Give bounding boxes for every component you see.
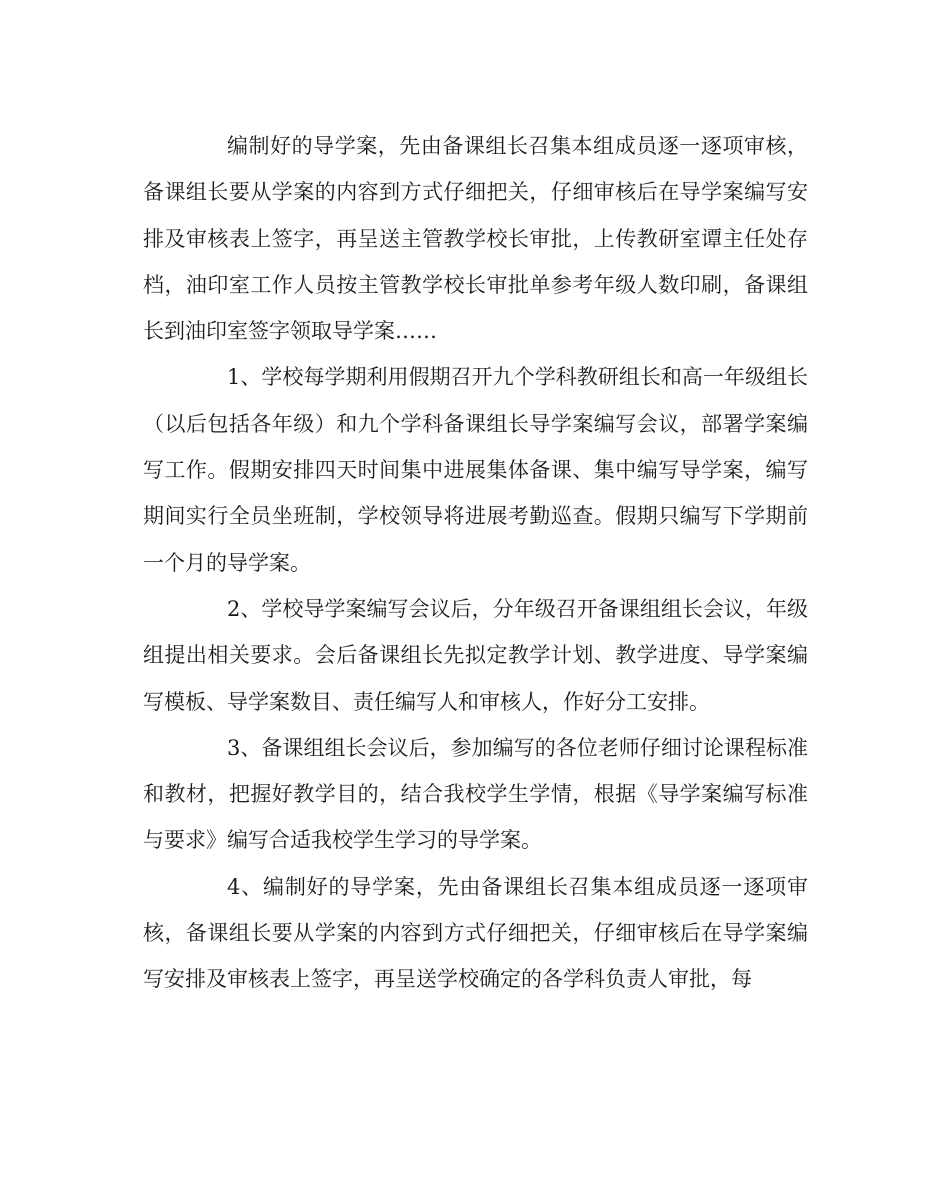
paragraph-item-3: 3、备课组组长会议后，参加编写的各位老师仔细讨论课程标准和教材，把握好教学目的，结合我校学生学情，根据《导学案编写标准与要求》编写合适我校学生学习的导学案。 <box>143 735 808 853</box>
document-body <box>143 123 808 1003</box>
paragraph-item-1: 1、学校每学期利用假期召开九个学科教研组长和高一年级组长（以后包括各年级）和九个学科备课组长导学案编写会议，部署学案编写工作。假期安排四天时间集中进展集体备课、集中编写导学案，编写期间实行全员坐班制，学校领导将进展考勤巡查。假期只编写下学期前一个月的导学案。 <box>143 365 808 575</box>
paragraph-item-4: 4、编制好的导学案，先由备课组长召集本组成员逐一逐项审核，备课组长要从学案的内容到方式仔细把关，仔细审核后在导学案编写安排及审核表上签字，再呈送学校确定的各学科负责人审批，每 <box>143 874 808 992</box>
paragraph-intro: 编制好的导学案，先由备课组长召集本组成员逐一逐项审核，备课组长要从学案的内容到方式仔细把关，仔细审核后在导学案编写安排及审核表上签字，再呈送主管教学校长审批，上传教研室谭主任处存档，油印室工作人员按主管教学校长审批单参考年级人数印刷，备课组长到油印室签字领取导学案…… <box>143 134 808 344</box>
paragraph-item-2: 2、学校导学案编写会议后，分年级召开备课组组长会议，年级组提出相关要求。会后备课组长先拟定教学计划、教学进度、导学案编写模板、导学案数目、责任编写人和审核人，作好分工安排。 <box>143 596 808 714</box>
